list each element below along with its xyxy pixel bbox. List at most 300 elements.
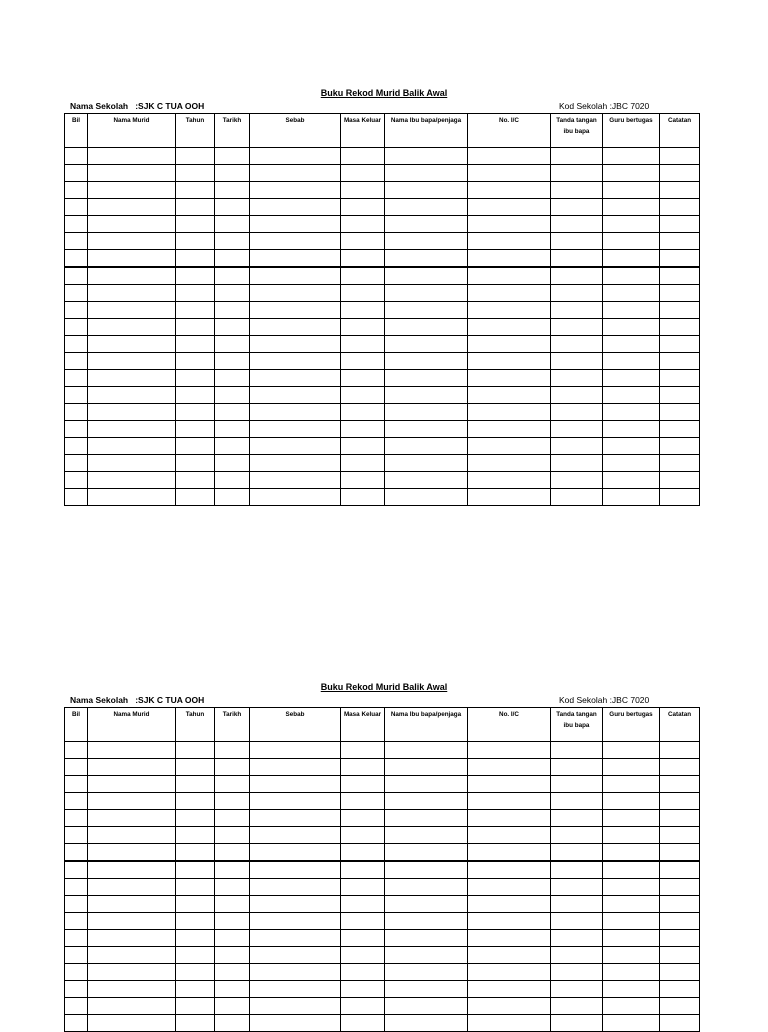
- table-cell[interactable]: [65, 319, 88, 336]
- table-cell[interactable]: [468, 250, 551, 268]
- table-cell[interactable]: [176, 233, 215, 250]
- table-cell[interactable]: [660, 370, 700, 387]
- table-cell[interactable]: [65, 896, 88, 913]
- table-cell[interactable]: [250, 810, 341, 827]
- table-cell[interactable]: [385, 336, 468, 353]
- table-cell[interactable]: [385, 930, 468, 947]
- table-cell[interactable]: [250, 896, 341, 913]
- table-cell[interactable]: [468, 827, 551, 844]
- table-cell[interactable]: [65, 199, 88, 216]
- table-cell[interactable]: [468, 336, 551, 353]
- table-cell[interactable]: [176, 810, 215, 827]
- table-cell[interactable]: [65, 387, 88, 404]
- table-cell[interactable]: [250, 250, 341, 268]
- table-cell[interactable]: [250, 861, 341, 879]
- table-cell[interactable]: [250, 267, 341, 285]
- table-cell[interactable]: [250, 336, 341, 353]
- table-cell[interactable]: [603, 455, 660, 472]
- table-cell[interactable]: [88, 793, 176, 810]
- table-cell[interactable]: [660, 302, 700, 319]
- table-cell[interactable]: [385, 421, 468, 438]
- table-cell[interactable]: [215, 861, 250, 879]
- table-cell[interactable]: [603, 776, 660, 793]
- table-cell[interactable]: [215, 489, 250, 506]
- table-cell[interactable]: [250, 438, 341, 455]
- table-cell[interactable]: [88, 472, 176, 489]
- table-cell[interactable]: [660, 981, 700, 998]
- table-cell[interactable]: [65, 148, 88, 165]
- table-cell[interactable]: [176, 1015, 215, 1032]
- table-cell[interactable]: [468, 148, 551, 165]
- table-cell[interactable]: [176, 861, 215, 879]
- table-cell[interactable]: [65, 776, 88, 793]
- table-cell[interactable]: [660, 964, 700, 981]
- table-cell[interactable]: [551, 336, 603, 353]
- table-cell[interactable]: [551, 793, 603, 810]
- table-cell[interactable]: [551, 810, 603, 827]
- table-cell[interactable]: [65, 810, 88, 827]
- table-cell[interactable]: [176, 759, 215, 776]
- table-cell[interactable]: [88, 165, 176, 182]
- table-cell[interactable]: [215, 353, 250, 370]
- table-cell[interactable]: [215, 438, 250, 455]
- table-cell[interactable]: [468, 267, 551, 285]
- table-cell[interactable]: [176, 998, 215, 1015]
- table-cell[interactable]: [660, 250, 700, 268]
- table-cell[interactable]: [215, 319, 250, 336]
- table-cell[interactable]: [250, 285, 341, 302]
- table-cell[interactable]: [88, 759, 176, 776]
- table-cell[interactable]: [660, 455, 700, 472]
- table-cell[interactable]: [215, 421, 250, 438]
- table-cell[interactable]: [551, 404, 603, 421]
- table-cell[interactable]: [603, 182, 660, 199]
- table-cell[interactable]: [551, 353, 603, 370]
- table-cell[interactable]: [660, 930, 700, 947]
- table-cell[interactable]: [176, 216, 215, 233]
- table-cell[interactable]: [215, 844, 250, 862]
- table-cell[interactable]: [341, 472, 385, 489]
- table-cell[interactable]: [551, 370, 603, 387]
- table-cell[interactable]: [215, 302, 250, 319]
- table-cell[interactable]: [341, 913, 385, 930]
- table-cell[interactable]: [385, 896, 468, 913]
- table-cell[interactable]: [660, 861, 700, 879]
- table-cell[interactable]: [250, 455, 341, 472]
- table-cell[interactable]: [341, 827, 385, 844]
- table-cell[interactable]: [468, 370, 551, 387]
- table-cell[interactable]: [88, 1015, 176, 1032]
- table-cell[interactable]: [551, 964, 603, 981]
- table-cell[interactable]: [603, 233, 660, 250]
- table-cell[interactable]: [176, 165, 215, 182]
- table-cell[interactable]: [215, 810, 250, 827]
- table-cell[interactable]: [385, 182, 468, 199]
- table-cell[interactable]: [385, 319, 468, 336]
- table-cell[interactable]: [176, 913, 215, 930]
- table-cell[interactable]: [603, 319, 660, 336]
- table-cell[interactable]: [468, 879, 551, 896]
- table-cell[interactable]: [551, 182, 603, 199]
- table-cell[interactable]: [341, 165, 385, 182]
- table-cell[interactable]: [385, 267, 468, 285]
- table-cell[interactable]: [603, 793, 660, 810]
- table-cell[interactable]: [215, 913, 250, 930]
- table-cell[interactable]: [385, 827, 468, 844]
- table-cell[interactable]: [385, 250, 468, 268]
- table-cell[interactable]: [88, 981, 176, 998]
- table-cell[interactable]: [603, 336, 660, 353]
- table-cell[interactable]: [603, 267, 660, 285]
- table-cell[interactable]: [176, 267, 215, 285]
- table-cell[interactable]: [341, 387, 385, 404]
- table-cell[interactable]: [385, 879, 468, 896]
- table-cell[interactable]: [660, 421, 700, 438]
- table-cell[interactable]: [88, 930, 176, 947]
- table-cell[interactable]: [65, 285, 88, 302]
- table-cell[interactable]: [603, 438, 660, 455]
- table-cell[interactable]: [88, 964, 176, 981]
- table-cell[interactable]: [341, 964, 385, 981]
- table-cell[interactable]: [250, 233, 341, 250]
- table-cell[interactable]: [551, 250, 603, 268]
- table-cell[interactable]: [385, 353, 468, 370]
- table-cell[interactable]: [468, 319, 551, 336]
- table-cell[interactable]: [468, 489, 551, 506]
- table-cell[interactable]: [341, 216, 385, 233]
- table-cell[interactable]: [88, 353, 176, 370]
- table-cell[interactable]: [65, 913, 88, 930]
- table-cell[interactable]: [603, 861, 660, 879]
- table-cell[interactable]: [468, 387, 551, 404]
- table-cell[interactable]: [65, 353, 88, 370]
- table-cell[interactable]: [65, 472, 88, 489]
- table-cell[interactable]: [65, 421, 88, 438]
- table-cell[interactable]: [65, 759, 88, 776]
- table-cell[interactable]: [551, 387, 603, 404]
- table-cell[interactable]: [603, 404, 660, 421]
- table-cell[interactable]: [341, 455, 385, 472]
- table-cell[interactable]: [176, 353, 215, 370]
- table-cell[interactable]: [468, 947, 551, 964]
- table-cell[interactable]: [551, 233, 603, 250]
- table-cell[interactable]: [341, 182, 385, 199]
- table-cell[interactable]: [65, 793, 88, 810]
- table-cell[interactable]: [65, 861, 88, 879]
- table-cell[interactable]: [250, 759, 341, 776]
- table-cell[interactable]: [660, 387, 700, 404]
- table-cell[interactable]: [88, 216, 176, 233]
- table-cell[interactable]: [176, 319, 215, 336]
- table-cell[interactable]: [341, 793, 385, 810]
- table-cell[interactable]: [660, 896, 700, 913]
- table-cell[interactable]: [551, 165, 603, 182]
- table-cell[interactable]: [468, 913, 551, 930]
- table-cell[interactable]: [385, 455, 468, 472]
- table-cell[interactable]: [250, 776, 341, 793]
- table-cell[interactable]: [660, 267, 700, 285]
- table-cell[interactable]: [250, 148, 341, 165]
- table-cell[interactable]: [551, 861, 603, 879]
- table-cell[interactable]: [88, 913, 176, 930]
- table-cell[interactable]: [603, 148, 660, 165]
- table-cell[interactable]: [176, 947, 215, 964]
- table-cell[interactable]: [603, 1015, 660, 1032]
- table-cell[interactable]: [341, 370, 385, 387]
- table-cell[interactable]: [341, 199, 385, 216]
- table-cell[interactable]: [385, 759, 468, 776]
- table-cell[interactable]: [250, 216, 341, 233]
- table-cell[interactable]: [176, 302, 215, 319]
- table-cell[interactable]: [250, 964, 341, 981]
- table-cell[interactable]: [341, 233, 385, 250]
- table-cell[interactable]: [215, 336, 250, 353]
- table-cell[interactable]: [385, 404, 468, 421]
- table-cell[interactable]: [250, 793, 341, 810]
- table-cell[interactable]: [65, 404, 88, 421]
- table-cell[interactable]: [341, 742, 385, 759]
- table-cell[interactable]: [88, 148, 176, 165]
- table-cell[interactable]: [215, 199, 250, 216]
- table-cell[interactable]: [215, 793, 250, 810]
- table-cell[interactable]: [341, 810, 385, 827]
- table-cell[interactable]: [176, 827, 215, 844]
- table-cell[interactable]: [660, 742, 700, 759]
- table-cell[interactable]: [468, 861, 551, 879]
- table-cell[interactable]: [603, 742, 660, 759]
- table-cell[interactable]: [551, 148, 603, 165]
- table-cell[interactable]: [88, 776, 176, 793]
- table-cell[interactable]: [250, 165, 341, 182]
- table-cell[interactable]: [88, 810, 176, 827]
- table-cell[interactable]: [250, 387, 341, 404]
- table-cell[interactable]: [250, 742, 341, 759]
- table-cell[interactable]: [603, 302, 660, 319]
- table-cell[interactable]: [551, 319, 603, 336]
- table-cell[interactable]: [88, 302, 176, 319]
- table-cell[interactable]: [88, 827, 176, 844]
- table-cell[interactable]: [215, 742, 250, 759]
- table-cell[interactable]: [250, 182, 341, 199]
- table-cell[interactable]: [65, 998, 88, 1015]
- table-cell[interactable]: [385, 387, 468, 404]
- table-cell[interactable]: [660, 199, 700, 216]
- table-cell[interactable]: [215, 896, 250, 913]
- table-cell[interactable]: [385, 810, 468, 827]
- table-cell[interactable]: [603, 285, 660, 302]
- table-cell[interactable]: [65, 981, 88, 998]
- table-cell[interactable]: [65, 489, 88, 506]
- table-cell[interactable]: [551, 302, 603, 319]
- table-cell[interactable]: [215, 947, 250, 964]
- table-cell[interactable]: [176, 250, 215, 268]
- table-cell[interactable]: [88, 285, 176, 302]
- table-cell[interactable]: [660, 810, 700, 827]
- table-cell[interactable]: [250, 353, 341, 370]
- table-cell[interactable]: [215, 233, 250, 250]
- table-cell[interactable]: [603, 964, 660, 981]
- table-cell[interactable]: [468, 165, 551, 182]
- table-cell[interactable]: [385, 302, 468, 319]
- table-cell[interactable]: [341, 302, 385, 319]
- table-cell[interactable]: [65, 964, 88, 981]
- table-cell[interactable]: [385, 285, 468, 302]
- table-cell[interactable]: [65, 336, 88, 353]
- table-cell[interactable]: [385, 998, 468, 1015]
- table-cell[interactable]: [603, 981, 660, 998]
- table-cell[interactable]: [385, 438, 468, 455]
- table-cell[interactable]: [603, 387, 660, 404]
- table-cell[interactable]: [341, 319, 385, 336]
- table-cell[interactable]: [551, 844, 603, 862]
- table-cell[interactable]: [215, 759, 250, 776]
- table-cell[interactable]: [65, 844, 88, 862]
- table-cell[interactable]: [341, 353, 385, 370]
- table-cell[interactable]: [65, 438, 88, 455]
- table-cell[interactable]: [215, 148, 250, 165]
- table-cell[interactable]: [250, 844, 341, 862]
- table-cell[interactable]: [660, 759, 700, 776]
- table-cell[interactable]: [603, 913, 660, 930]
- table-cell[interactable]: [468, 455, 551, 472]
- table-cell[interactable]: [215, 998, 250, 1015]
- table-cell[interactable]: [341, 947, 385, 964]
- table-cell[interactable]: [385, 472, 468, 489]
- table-cell[interactable]: [468, 998, 551, 1015]
- table-cell[interactable]: [660, 1015, 700, 1032]
- table-cell[interactable]: [250, 998, 341, 1015]
- table-cell[interactable]: [215, 387, 250, 404]
- table-cell[interactable]: [468, 285, 551, 302]
- table-cell[interactable]: [250, 913, 341, 930]
- table-cell[interactable]: [468, 930, 551, 947]
- table-cell[interactable]: [551, 776, 603, 793]
- table-cell[interactable]: [88, 742, 176, 759]
- table-cell[interactable]: [385, 1015, 468, 1032]
- table-cell[interactable]: [250, 827, 341, 844]
- table-cell[interactable]: [603, 199, 660, 216]
- table-cell[interactable]: [88, 250, 176, 268]
- table-cell[interactable]: [176, 182, 215, 199]
- table-cell[interactable]: [660, 827, 700, 844]
- table-cell[interactable]: [176, 438, 215, 455]
- table-cell[interactable]: [660, 947, 700, 964]
- table-cell[interactable]: [88, 233, 176, 250]
- table-cell[interactable]: [660, 165, 700, 182]
- table-cell[interactable]: [88, 844, 176, 862]
- table-cell[interactable]: [176, 199, 215, 216]
- table-cell[interactable]: [65, 455, 88, 472]
- table-cell[interactable]: [603, 827, 660, 844]
- table-cell[interactable]: [385, 913, 468, 930]
- table-cell[interactable]: [468, 302, 551, 319]
- table-cell[interactable]: [468, 438, 551, 455]
- table-cell[interactable]: [215, 182, 250, 199]
- table-cell[interactable]: [385, 233, 468, 250]
- table-cell[interactable]: [385, 964, 468, 981]
- table-cell[interactable]: [250, 370, 341, 387]
- table-cell[interactable]: [176, 404, 215, 421]
- table-cell[interactable]: [176, 742, 215, 759]
- table-cell[interactable]: [88, 199, 176, 216]
- table-cell[interactable]: [88, 998, 176, 1015]
- table-cell[interactable]: [215, 827, 250, 844]
- table-cell[interactable]: [88, 896, 176, 913]
- table-cell[interactable]: [385, 165, 468, 182]
- table-cell[interactable]: [603, 759, 660, 776]
- table-cell[interactable]: [603, 370, 660, 387]
- table-cell[interactable]: [176, 896, 215, 913]
- table-cell[interactable]: [551, 913, 603, 930]
- table-cell[interactable]: [603, 844, 660, 862]
- table-cell[interactable]: [215, 285, 250, 302]
- table-cell[interactable]: [215, 981, 250, 998]
- table-cell[interactable]: [88, 455, 176, 472]
- table-cell[interactable]: [215, 250, 250, 268]
- table-cell[interactable]: [65, 930, 88, 947]
- table-cell[interactable]: [551, 1015, 603, 1032]
- table-cell[interactable]: [215, 930, 250, 947]
- table-cell[interactable]: [215, 267, 250, 285]
- table-cell[interactable]: [250, 421, 341, 438]
- table-cell[interactable]: [603, 165, 660, 182]
- table-cell[interactable]: [176, 455, 215, 472]
- table-cell[interactable]: [215, 472, 250, 489]
- table-cell[interactable]: [250, 947, 341, 964]
- table-cell[interactable]: [385, 199, 468, 216]
- table-cell[interactable]: [468, 810, 551, 827]
- table-cell[interactable]: [660, 793, 700, 810]
- table-cell[interactable]: [88, 319, 176, 336]
- table-cell[interactable]: [660, 879, 700, 896]
- table-cell[interactable]: [341, 438, 385, 455]
- table-cell[interactable]: [660, 216, 700, 233]
- table-cell[interactable]: [551, 879, 603, 896]
- table-cell[interactable]: [603, 216, 660, 233]
- table-cell[interactable]: [603, 998, 660, 1015]
- table-cell[interactable]: [176, 421, 215, 438]
- table-cell[interactable]: [88, 387, 176, 404]
- table-cell[interactable]: [603, 250, 660, 268]
- table-cell[interactable]: [65, 1015, 88, 1032]
- table-cell[interactable]: [341, 759, 385, 776]
- table-cell[interactable]: [603, 489, 660, 506]
- table-cell[interactable]: [341, 267, 385, 285]
- table-cell[interactable]: [250, 472, 341, 489]
- table-cell[interactable]: [660, 844, 700, 862]
- table-cell[interactable]: [250, 930, 341, 947]
- table-cell[interactable]: [250, 489, 341, 506]
- table-cell[interactable]: [468, 759, 551, 776]
- table-cell[interactable]: [65, 742, 88, 759]
- table-cell[interactable]: [660, 776, 700, 793]
- table-cell[interactable]: [250, 319, 341, 336]
- table-cell[interactable]: [660, 913, 700, 930]
- table-cell[interactable]: [341, 776, 385, 793]
- table-cell[interactable]: [176, 844, 215, 862]
- table-cell[interactable]: [385, 370, 468, 387]
- table-cell[interactable]: [385, 489, 468, 506]
- table-cell[interactable]: [603, 930, 660, 947]
- table-cell[interactable]: [65, 250, 88, 268]
- table-cell[interactable]: [176, 489, 215, 506]
- table-cell[interactable]: [385, 861, 468, 879]
- table-cell[interactable]: [660, 148, 700, 165]
- table-cell[interactable]: [65, 302, 88, 319]
- table-cell[interactable]: [176, 148, 215, 165]
- table-cell[interactable]: [468, 964, 551, 981]
- table-cell[interactable]: [176, 964, 215, 981]
